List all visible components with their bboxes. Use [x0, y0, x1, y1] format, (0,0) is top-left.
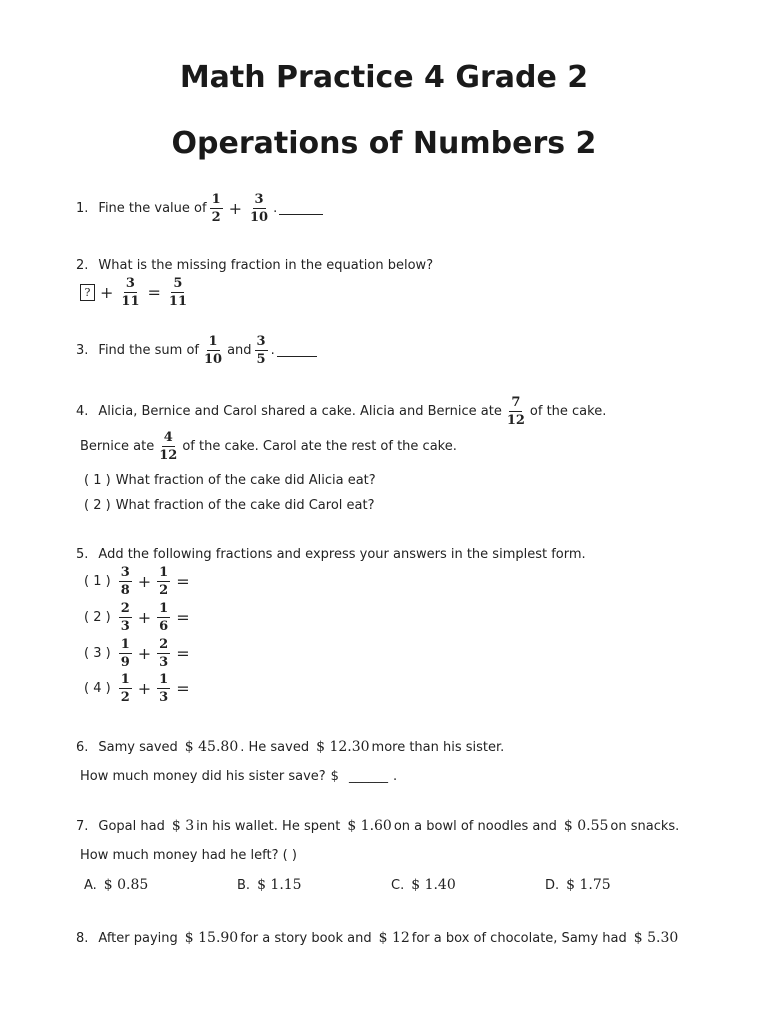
option-a — [84, 877, 150, 893]
question-5-item-3 — [84, 638, 193, 669]
option-value: $ 1.40 — [411, 877, 456, 893]
fraction: $\frac{1}{6}$ — [159, 601, 169, 634]
dollar-sign: $ — [330, 769, 339, 784]
fraction: $\frac{1}{9}$ — [120, 637, 130, 670]
missing-fraction-box: ? — [80, 284, 95, 301]
option-value: $ 1.15 — [257, 877, 302, 893]
question-4-part-2 — [84, 499, 375, 512]
option-label: B. — [237, 877, 251, 893]
question-text: Gopal had — [98, 818, 165, 834]
equals-sign: = — [176, 678, 190, 698]
question-number: 3. — [76, 343, 89, 358]
question-2 — [76, 259, 433, 272]
item-label: ( 4 ) — [84, 681, 111, 696]
equals-sign: = — [147, 282, 161, 302]
answer-blank — [277, 344, 317, 357]
question-number: 8. — [76, 930, 89, 946]
question-text: for a box of chocolate, Samy had — [411, 930, 627, 946]
fraction: $\frac{3}{10}$ — [250, 192, 269, 225]
question-1 — [76, 193, 323, 224]
question-5-item-4 — [84, 673, 193, 704]
equals-sign: = — [176, 643, 190, 663]
question-8 — [76, 931, 680, 945]
question-text: on a bowl of noodles and — [393, 818, 557, 834]
option-value: $ 1.75 — [566, 877, 611, 893]
option-value: $ 0.85 — [103, 877, 149, 893]
question-text: Fine the value of — [98, 201, 207, 216]
answer-blank — [279, 202, 323, 215]
question-text: After paying — [98, 930, 178, 946]
part-text: What fraction of the cake did Carol eat? — [115, 498, 375, 513]
fraction: $\frac{3}{11}$ — [121, 276, 140, 309]
item-label: ( 3 ) — [84, 646, 111, 661]
money-amount: $ 12.30 — [316, 739, 370, 755]
question-text: Alicia, Bernice and Carol shared a cake. Alicia and Bernice ate — [98, 404, 502, 419]
money-amount: $ 1.60 — [347, 818, 392, 834]
money-amount: $ 5.30 — [633, 930, 679, 946]
question-6-line-2 — [80, 770, 397, 783]
question-5 — [76, 548, 586, 561]
fraction: $\frac{2}{3}$ — [159, 637, 169, 670]
question-4 — [76, 396, 606, 427]
fraction: $\frac{1}{2}$ — [159, 565, 169, 598]
question-6 — [76, 740, 504, 754]
item-label: ( 1 ) — [84, 574, 111, 589]
fraction: $\frac{5}{11}$ — [168, 276, 187, 309]
question-text: in his wallet. He spent — [196, 818, 341, 834]
period: . — [270, 343, 275, 358]
question-text: Add the following fractions and express your answers in the simplest form. — [98, 547, 586, 562]
plus-sign: + — [137, 607, 152, 627]
and-text: and — [227, 343, 252, 358]
plus-sign: + — [137, 678, 152, 698]
option-label: A. — [84, 877, 97, 893]
question-7-line-2 — [80, 849, 297, 862]
part-number: ( 2 ) — [84, 498, 111, 513]
period: . — [392, 769, 398, 784]
fraction: $\frac{7}{12}$ — [506, 395, 525, 428]
question-text: How much money had he left? ( ) — [80, 848, 297, 863]
question-text: . He saved — [240, 739, 310, 755]
fraction: $\frac{1}{3}$ — [159, 672, 169, 705]
item-label: ( 2 ) — [84, 610, 111, 625]
question-text: of the cake. Carol ate the rest of the cake. — [182, 439, 457, 454]
question-text: Find the sum of — [98, 343, 199, 358]
option-c — [391, 877, 458, 893]
option-d — [545, 877, 613, 893]
question-7 — [76, 819, 679, 833]
question-5-item-2 — [84, 602, 193, 633]
question-number: 6. — [76, 739, 89, 755]
money-amount: $ 15.90 — [184, 930, 239, 946]
question-text: on snacks. — [610, 818, 680, 834]
fraction: $\frac{4}{12}$ — [159, 430, 178, 463]
question-text: Bernice ate — [80, 439, 155, 454]
plus-sign: + — [137, 571, 152, 591]
fraction: $\frac{1}{10}$ — [203, 334, 223, 367]
question-number: 4. — [76, 404, 89, 419]
question-4-line-2 — [80, 431, 457, 462]
question-text: What is the missing fraction in the equation below? — [98, 258, 434, 273]
question-3 — [76, 335, 317, 366]
page-title: Math Practice 4 Grade 2 — [179, 60, 589, 95]
option-label: D. — [545, 877, 560, 893]
option-label: C. — [391, 877, 405, 893]
question-number: 2. — [76, 258, 89, 273]
money-amount: $ 12 — [378, 930, 410, 946]
part-text: What fraction of the cake did Alicia eat? — [115, 473, 376, 488]
plus-sign: + — [228, 198, 243, 218]
money-amount: $ 45.80 — [184, 739, 239, 755]
question-5-item-1 — [84, 566, 193, 597]
question-text: How much money did his sister save? — [80, 769, 326, 784]
equation-2 — [80, 277, 192, 308]
fraction: $\frac{3}{8}$ — [120, 565, 130, 598]
money-amount: $ 3 — [171, 818, 195, 834]
question-number: 1. — [76, 201, 89, 216]
question-number: 7. — [76, 818, 89, 834]
fraction: $\frac{1}{2}$ — [120, 672, 130, 705]
question-text: of the cake. — [529, 404, 607, 419]
plus-sign: + — [137, 643, 152, 663]
question-text: Samy saved — [98, 739, 178, 755]
money-amount: $ 0.55 — [563, 818, 609, 834]
fraction: $\frac{1}{2}$ — [211, 192, 221, 225]
plus-sign: + — [100, 282, 114, 302]
option-b — [237, 877, 304, 893]
question-text: for a story book and — [240, 930, 372, 946]
fraction: $\frac{3}{5}$ — [256, 334, 266, 367]
question-number: 5. — [76, 547, 89, 562]
question-text: more than his sister. — [371, 739, 505, 755]
fraction: $\frac{2}{3}$ — [120, 601, 130, 634]
question-4-part-1 — [84, 474, 376, 487]
page-subtitle: Operations of Numbers 2 — [171, 126, 597, 161]
answer-blank: ______ — [348, 769, 388, 784]
part-number: ( 1 ) — [84, 473, 111, 488]
period: . — [273, 201, 278, 216]
equals-sign: = — [176, 607, 190, 627]
equals-sign: = — [176, 571, 190, 591]
